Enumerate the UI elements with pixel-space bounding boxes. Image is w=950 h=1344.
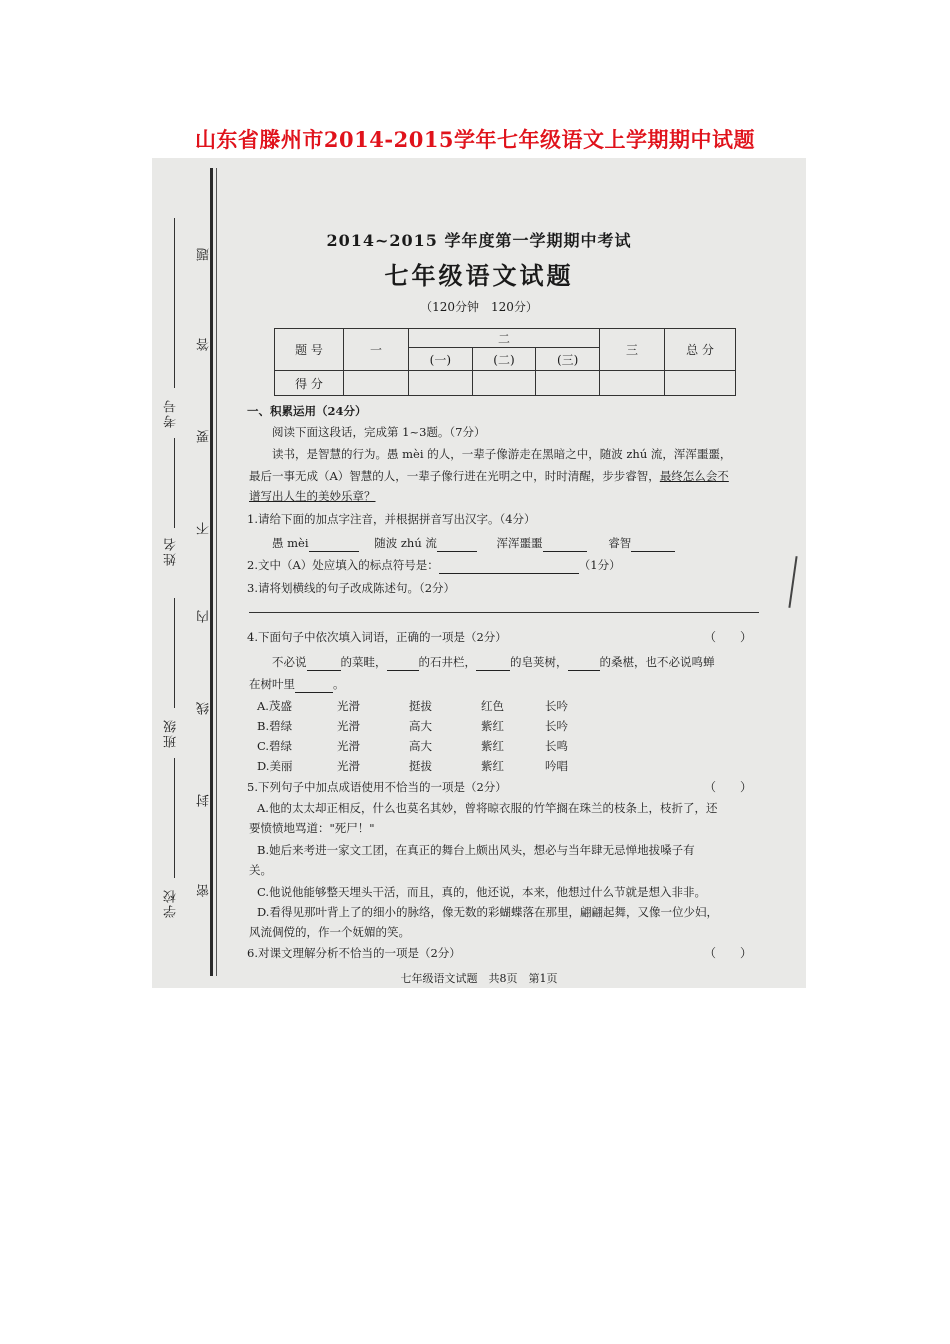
- page-footer: 七年级语文试题 共8页 第1页: [400, 972, 558, 985]
- q1-item: 睿智: [608, 536, 632, 550]
- q5-option-a[interactable]: A.他的太太却正相反，什么也莫名其妙，曾将晾衣服的竹竿搁在珠兰的枝条上，枝折了，还: [257, 801, 718, 815]
- q5-option-d[interactable]: D.看得见那叶背上了的细小的脉络，像无数的彩蝴蝶落在那里，翩翩起舞，又像一位少妇，: [257, 905, 718, 919]
- score-table-subcol: (二): [472, 348, 536, 371]
- q4-option-a[interactable]: [257, 697, 568, 715]
- score-cell[interactable]: [536, 371, 600, 396]
- score-table-row-label: 得 分: [275, 371, 344, 396]
- option-word: 长鸣: [545, 739, 568, 753]
- passage-line: [249, 467, 729, 485]
- reading-intro: 阅读下面这段话，完成第 1~3题。（7分）: [272, 425, 486, 439]
- answer-blank[interactable]: [307, 670, 341, 671]
- option-word: 光滑: [337, 759, 360, 773]
- q1-items: [272, 534, 675, 552]
- question-6: 6.对课文理解分析不恰当的一项是（2分）: [247, 946, 461, 960]
- exam-year-line: 2014~2015 学年度第一学期期中考试: [326, 231, 632, 250]
- q4-sentence-cont: [249, 675, 345, 693]
- underlined-sentence: 最终怎么会不: [659, 469, 729, 483]
- q1-item: 随波 zhú 流: [374, 536, 437, 550]
- q5-option-d-cont: 风流倜傥的，作一个妩媚的笑。: [249, 925, 410, 939]
- q5-option-c[interactable]: C.他说他能够整天埋头干活，而且，真的，他还说，本来，他想过什么节就是想入非非。: [257, 885, 707, 899]
- seal-char: 封: [197, 794, 212, 807]
- question-2-text: 2.文中（A）处应填入的标点符号是：: [247, 558, 439, 572]
- passage-text: 最后一事无成（A）智慧的人，一辈子像行进在光明之中，时时清醒，步步睿智，: [249, 469, 660, 483]
- stray-pen-mark: [788, 556, 797, 608]
- question-1: 1.请给下面的加点字注音，并根据拼音写出汉字。（4分）: [247, 512, 536, 526]
- answer-paren[interactable]: （ ）: [704, 946, 753, 960]
- question-2-score: （1分）: [578, 558, 621, 572]
- score-table-header-cell: 题 号: [275, 329, 344, 371]
- option-word: 挺拔: [409, 759, 432, 773]
- option-word: 长吟: [545, 719, 568, 733]
- option-word: 紫红: [481, 739, 504, 753]
- q5-option-a-cont: 要愤愤地骂道："死尸！": [249, 821, 375, 835]
- option-word: C.碧绿: [257, 739, 293, 753]
- document-title: 山东省滕州市2014-2015学年七年级语文上学期期中试题: [194, 127, 756, 152]
- score-cell[interactable]: [409, 371, 473, 396]
- answer-blank[interactable]: [439, 573, 579, 574]
- exam-number-label: 考号: [164, 398, 179, 428]
- answer-blank[interactable]: [476, 670, 510, 671]
- score-cell[interactable]: [472, 371, 536, 396]
- answer-paren[interactable]: （ ）: [704, 630, 753, 644]
- option-word: 吟唱: [545, 759, 568, 773]
- answer-blank[interactable]: [437, 551, 477, 552]
- question-3: 3.请将划横线的句子改成陈述句。（2分）: [247, 581, 456, 595]
- score-table-subcol: (一): [409, 348, 473, 371]
- answer-paren[interactable]: （ ）: [704, 780, 753, 794]
- seal-char: 题: [197, 248, 212, 261]
- q4-text: 的菜畦，: [340, 655, 387, 669]
- seal-char: 线: [197, 702, 212, 715]
- q1-item: 浑浑噩噩: [496, 536, 543, 550]
- q4-option-b[interactable]: [257, 717, 568, 735]
- option-word: 光滑: [337, 739, 360, 753]
- score-table: [274, 328, 736, 396]
- option-word: 长吟: [545, 699, 568, 713]
- q5-option-b[interactable]: B.她后来考进一家文工团，在真正的舞台上颇出风头，想必与当年肆无忌惮地拔嗓子有: [257, 843, 695, 857]
- option-word: 紫红: [481, 719, 504, 733]
- score-table-header-cell: 三: [600, 329, 665, 371]
- seal-char: 不: [197, 522, 212, 535]
- score-table-subcol: (三): [536, 348, 600, 371]
- question-2: [247, 556, 621, 574]
- name-blank: [174, 438, 175, 528]
- score-cell[interactable]: [665, 371, 736, 396]
- option-word: 紫红: [481, 759, 504, 773]
- question-5: 5.下列句子中加点成语使用不恰当的一项是（2分）: [247, 780, 507, 794]
- q4-text: 不必说: [272, 655, 307, 669]
- option-word: 挺拔: [409, 699, 432, 713]
- score-cell[interactable]: [344, 371, 409, 396]
- q5-option-b-cont: 关。: [249, 863, 272, 877]
- passage-line: 读书，是智慧的行为。愚 mèi 的人，一辈子像游走在黑暗之中，随波 zhú 流，浑浑噩噩，: [272, 447, 732, 461]
- option-word: 红色: [481, 699, 504, 713]
- q4-text: 的石井栏，: [418, 655, 476, 669]
- q4-sentence: [272, 653, 715, 671]
- q4-option-d[interactable]: [257, 757, 568, 775]
- option-word: 高大: [409, 719, 432, 733]
- answer-blank[interactable]: [309, 551, 359, 552]
- seal-char: 答: [197, 338, 212, 351]
- school-label: 学校: [164, 888, 179, 918]
- q4-text: 的皂荚树，: [510, 655, 568, 669]
- answer-blank[interactable]: [631, 551, 675, 552]
- seal-char: 内: [197, 610, 212, 623]
- seal-char: 密: [197, 884, 212, 897]
- scanned-exam-page: [152, 158, 806, 988]
- q4-text: 。: [333, 677, 345, 691]
- q1-item: 愚 mèi: [272, 536, 309, 550]
- q4-text: 的桑椹，也不必说鸣蝉: [599, 655, 715, 669]
- question-4: 4.下面句子中依次填入词语，正确的一项是（2分）: [247, 630, 507, 644]
- score-cell[interactable]: [600, 371, 665, 396]
- section-heading: 一、积累运用（24分）: [247, 404, 367, 418]
- option-word: 光滑: [337, 699, 360, 713]
- answer-line[interactable]: [249, 612, 759, 613]
- exam-duration: （120分钟 120分）: [420, 300, 538, 314]
- exam-title: 七年级语文试题: [384, 261, 574, 290]
- option-word: D.美丽: [257, 759, 293, 773]
- class-blank: [174, 598, 175, 708]
- school-blank: [174, 758, 175, 878]
- class-label: 班级: [164, 718, 179, 748]
- q4-option-c[interactable]: [257, 737, 568, 755]
- option-word: B.碧绿: [257, 719, 293, 733]
- answer-blank[interactable]: [295, 692, 333, 693]
- answer-blank[interactable]: [568, 670, 600, 671]
- score-table-header-cell: 二: [409, 329, 600, 348]
- name-label: 姓名: [164, 536, 179, 566]
- option-word: 高大: [409, 739, 432, 753]
- seal-char: 要: [197, 430, 212, 443]
- score-table-header-cell: 总 分: [665, 329, 736, 371]
- answer-blank[interactable]: [543, 551, 587, 552]
- underlined-sentence: 谱写出人生的美妙乐章？: [249, 489, 376, 503]
- q4-text: 在树叶里: [249, 677, 295, 691]
- score-table-header-cell: 一: [344, 329, 409, 371]
- answer-blank[interactable]: [387, 670, 419, 671]
- option-word: 光滑: [337, 719, 360, 733]
- option-word: A.茂盛: [257, 699, 292, 713]
